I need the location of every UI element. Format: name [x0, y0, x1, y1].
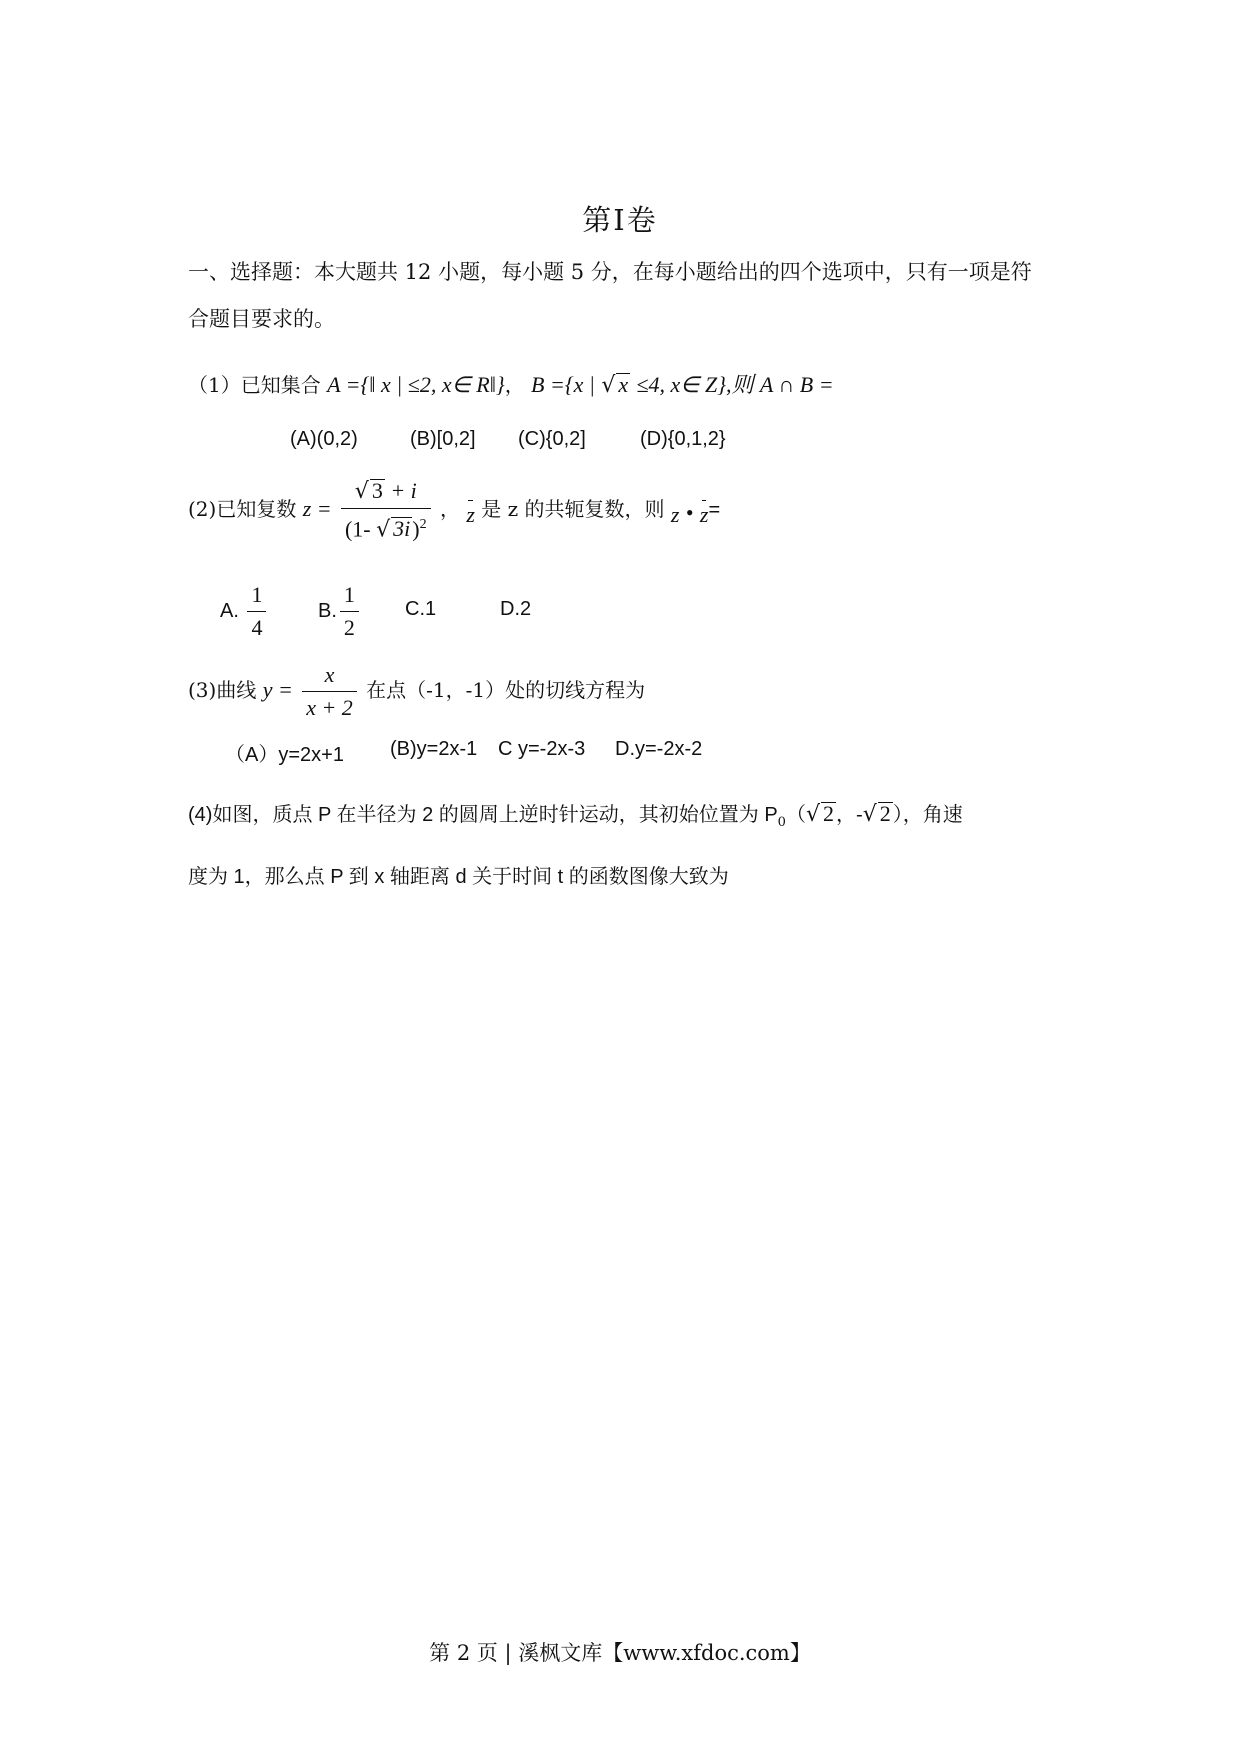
sqrt-symbol: √ — [354, 479, 369, 504]
q2-option-a-fraction: $\frac{1}{4}$ — [247, 582, 266, 641]
question-2 — [188, 478, 720, 543]
equals-sign: = — [708, 499, 721, 522]
question-4-line-1: (4)如图，质点 P 在半径为 2 的圆周上逆时针运动，其初始位置为 $P_0(√$ 2 ，-√ 2 ），角速 — [188, 801, 963, 830]
sqrt-symbol: √ — [376, 517, 391, 543]
q3-option-a: （A）y=2x+1 — [225, 744, 344, 766]
question-2-text: 是 z 的共轭复数，则 — [481, 497, 665, 522]
question-1-comma: ， — [504, 373, 525, 397]
intersection-expression: A ∩ B = — [759, 372, 834, 397]
product-z: z — [670, 502, 680, 528]
product-z-conjugate: z — [699, 502, 709, 528]
page-footer: 第 2 页 | 溪枫文库【www.xfdoc.com】 — [429, 1641, 811, 1665]
conjugate-z: z — [466, 502, 475, 528]
section-instructions-line-2: 合题目要求的。 — [188, 307, 335, 331]
q2-option-d: D.2 — [500, 598, 532, 620]
q1-option-d: (D){0,1,2} — [640, 428, 726, 450]
set-a-definition: A ={‖ x | ≤2, x∈ R‖} — [327, 372, 505, 397]
page-title: 第Ⅰ卷 — [582, 203, 658, 237]
question-4-tail: ），角速 — [892, 802, 963, 826]
question-4-line-2: 度为 1，那么点 P 到 x 轴距离 d 关于时间 t 的函数图像大致为 — [188, 866, 729, 888]
subscript-zero: 0 — [777, 815, 786, 830]
question-3 — [188, 662, 645, 721]
sqrt-symbol: √ — [601, 373, 616, 398]
fraction-denominator: (1- √ 3i)$^2$ — [341, 508, 431, 543]
question-3-prefix: (3)曲线 — [188, 678, 257, 702]
y-equals: y = — [262, 677, 293, 702]
set-b-radicand: x — [618, 372, 629, 397]
coordinate-separator: ，- — [835, 802, 863, 826]
q1-option-b: (B)[0,2] — [410, 428, 476, 450]
question-1 — [188, 368, 834, 399]
section-instructions-line-1: 一、选择题：本大题共 12 小题，每小题 5 分，在每小题给出的四个选项中，只有一项是符 — [188, 260, 1032, 284]
q1-option-c: (C){0,2] — [518, 428, 586, 450]
set-b-head: B ={x | — [531, 372, 595, 397]
q3-option-b: (B)y=2x-1 — [390, 738, 478, 760]
set-b-tail: ≤4, x∈ Z},则 — [636, 372, 754, 397]
complex-fraction — [341, 478, 431, 543]
q2-option-a: A. $\frac{1}{4}$ — [220, 582, 269, 641]
question-2-separator: ， — [439, 497, 460, 522]
sqrt-symbol: √ — [862, 802, 877, 827]
fraction-numerator: √ 3 + i — [354, 478, 417, 504]
question-1-prefix: （1）已知集合 — [188, 373, 321, 397]
q2-option-c: C.1 — [405, 598, 437, 620]
paren-open: （ — [785, 802, 806, 826]
q2-option-b-fraction: $\frac{1}{2}$ — [340, 582, 359, 641]
dot-operator: • — [685, 500, 694, 526]
question-2-prefix: (2)已知复数 — [188, 497, 297, 522]
sqrt-symbol: √ — [805, 802, 820, 827]
q2-option-b: B. $\frac{1}{2}$ — [318, 582, 362, 641]
q1-option-a: (A)(0,2) — [290, 428, 358, 450]
curve-fraction: $\frac{x}{x + 2}$ — [302, 662, 357, 721]
q3-option-d: D.y=-2x-2 — [615, 738, 703, 760]
question-3-text: 在点（-1，-1）处的切线方程为 — [366, 678, 646, 702]
z-equals: z = — [302, 496, 332, 522]
q3-option-c: C y=-2x-3 — [498, 738, 586, 760]
question-4-head: (4)如图，质点 P 在半径为 2 的圆周上逆时针运动，其初始位置为 P — [188, 804, 778, 826]
